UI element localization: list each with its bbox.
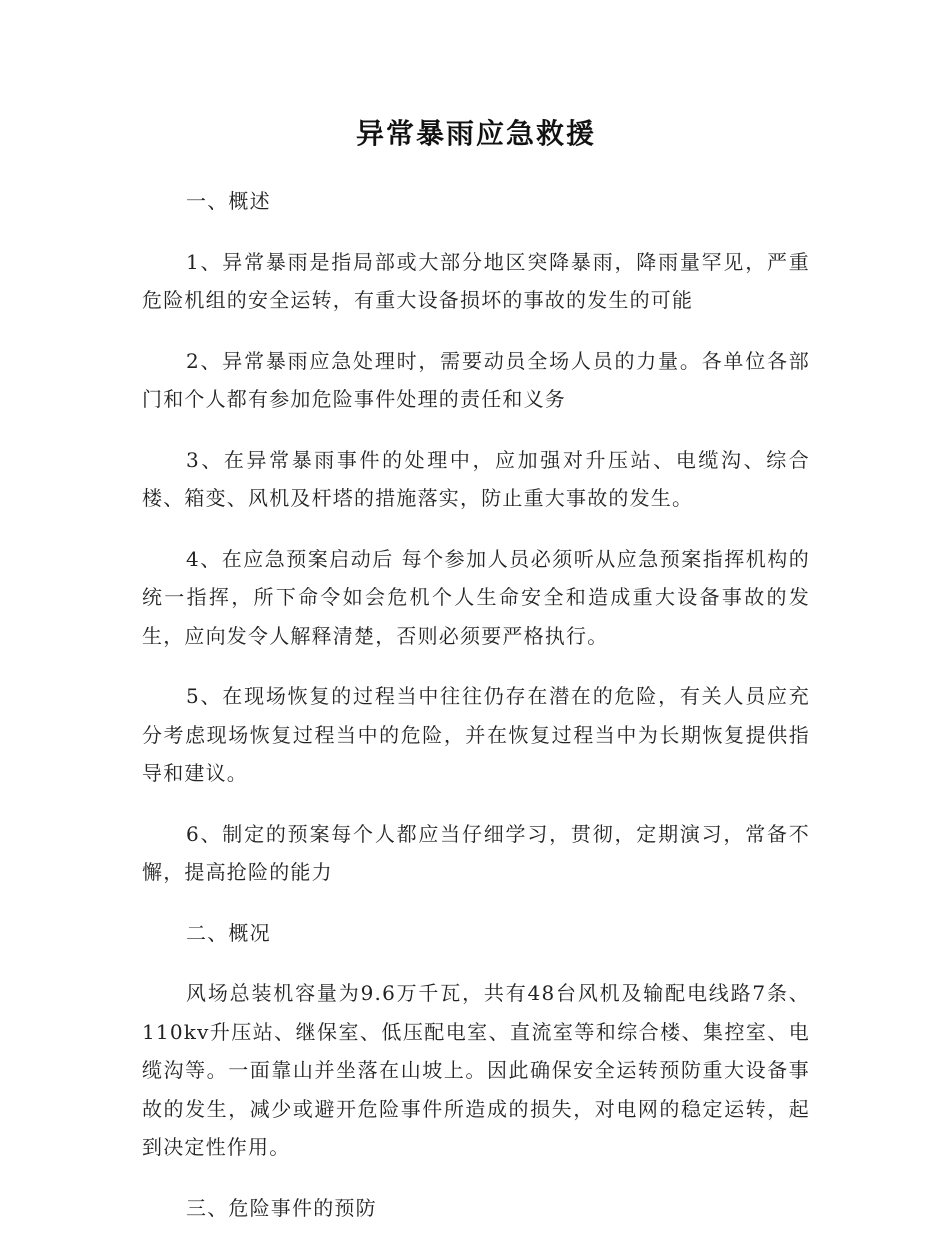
document-title: 异常暴雨应急救援 [355, 117, 596, 150]
overview-paragraph-3: 3、在异常暴雨事件的处理中，应加强对升压站、电缆沟、综合楼、箱变、风机及杆塔的措施落实，防止重大事故的发生。 [142, 447, 810, 510]
overview-paragraph-2: 2、异常暴雨应急处理时，需要动员全场人员的力量。各单位各部门和个人都有参加危险事件处理的责任和义务 [142, 348, 810, 411]
overview-paragraph-4: 4、在应急预案启动后 每个参加人员必须听从应急预案指挥机构的统一指挥，所下命令如会危机个人生命安全和造成重大设备事故的发生，应向发令人解释清楚，否则必须要严格执行。 [142, 546, 810, 648]
section-heading-prevention: 三、危险事件的预防 [186, 1195, 377, 1220]
section-heading-overview: 一、概述 [186, 189, 271, 213]
overview-paragraph-6: 6、制定的预案每个人都应当仔细学习，贯彻，定期演习，常备不懈，提高抢险的能力 [142, 821, 810, 884]
overview-paragraph-1: 1、异常暴雨是指局部或大部分地区突降暴雨，降雨量罕见，严重危险机组的安全运转，有重大设备损坏的事故的发生的可能 [142, 249, 810, 312]
situation-paragraph-1: 风场总装机容量为9.6万千瓦，共有48台风机及输配电线路7条、110kv升压站、继保室、低压配电室、直流室等和综合楼、集控室、电缆沟等。一面靠山并坐落在山坡上。因此确保安全运转预防重大设备事故的发生，减少或避开危险事件所造成的损失，对电网的稳定运转，起到决定性作用。 [142, 981, 810, 1159]
section-heading-situation: 二、概况 [186, 920, 271, 945]
overview-paragraph-5: 5、在现场恢复的过程当中往往仍存在潜在的危险，有关人员应充分考虑现场恢复过程当中的危险，并在恢复过程当中为长期恢复提供指导和建议。 [142, 684, 810, 785]
document-body [142, 108, 810, 1249]
